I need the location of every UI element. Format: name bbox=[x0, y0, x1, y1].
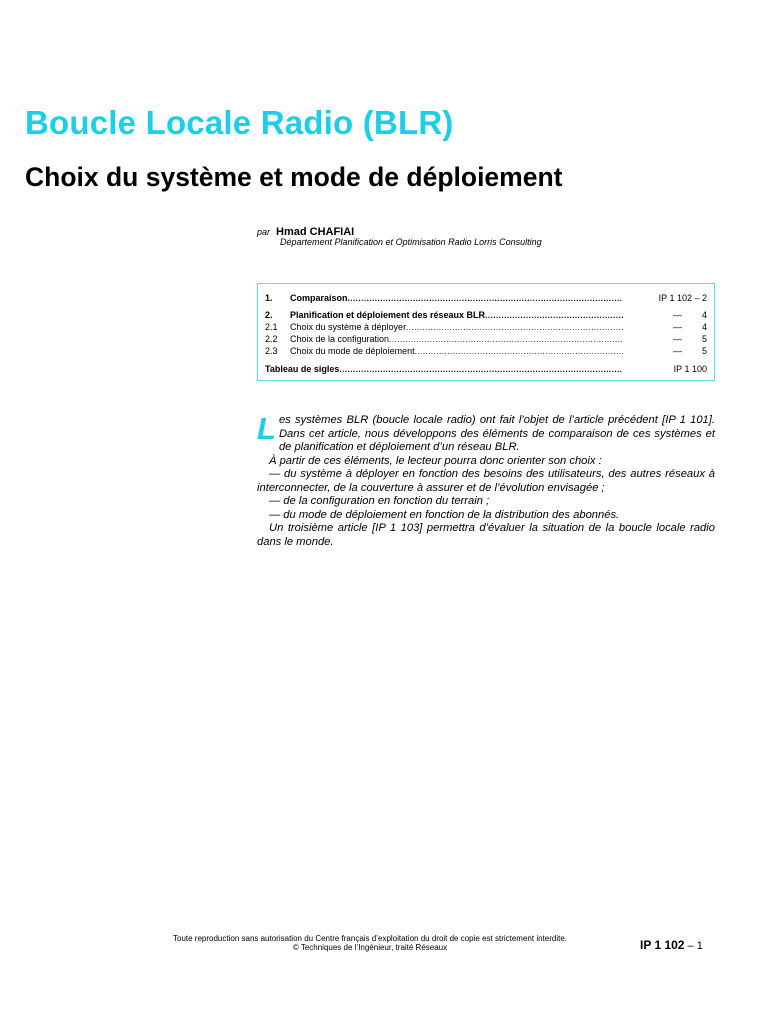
copyright-line: Toute reproduction sans autorisation du Centre français d’exploitation du droit de copie est strictement interdite. bbox=[173, 934, 567, 943]
toc-label: Planification et déploiement des réseaux BLR bbox=[290, 310, 486, 320]
abstract bbox=[257, 411, 715, 549]
abstract-paragraph: À partir de ces éléments, le lecteur pourra donc orienter son choix : bbox=[269, 454, 602, 467]
abstract-text: es systèmes BLR (boucle locale radio) ont fait l’objet de l’article précédent [IP 1 101]. Dans cet article, nous développons des éléments de comparaison de ces systèmes et de planification et déploiement d’un réseau BLR. bbox=[278, 414, 715, 453]
toc-page: — 4 bbox=[672, 322, 707, 332]
toc-entry[interactable] bbox=[265, 321, 707, 333]
document-subtitle: Choix du système et mode de déploiement bbox=[25, 162, 563, 192]
toc-entry[interactable] bbox=[265, 363, 707, 375]
toc-page: IP 1 100 bbox=[673, 364, 707, 374]
author-name: Hmad CHAFIAI bbox=[276, 226, 355, 238]
toc-number: 2.2 bbox=[265, 334, 278, 344]
toc-number: 2.3 bbox=[265, 346, 278, 356]
toc-leader bbox=[415, 346, 623, 358]
toc-label: Comparaison bbox=[290, 293, 348, 303]
author-prefix: par bbox=[257, 227, 271, 237]
toc-number: 2. bbox=[265, 310, 273, 320]
author-affiliation: Département Planification et Optimisation Radio Lorris Consulting bbox=[280, 237, 542, 247]
toc-leader bbox=[348, 293, 623, 305]
page-reference bbox=[640, 938, 703, 952]
abstract-paragraph: — du système à déployer en fonction des besoins des utilisateurs, des autres réseaux à interconnecter, de la couverture à assurer et de l’évolution envisagée ; bbox=[257, 468, 715, 494]
abstract-paragraph: Un troisième article [IP 1 103] permettra d’évaluer la situation de la boucle locale radio dans le monde. bbox=[257, 522, 715, 548]
toc-entry[interactable] bbox=[265, 345, 707, 357]
abstract-paragraph bbox=[257, 411, 715, 455]
document-title: Boucle Locale Radio (BLR) bbox=[25, 104, 454, 141]
toc-label: Choix de la configuration bbox=[290, 334, 390, 344]
toc-entry[interactable] bbox=[265, 292, 707, 304]
toc-label: Choix du système à déployer bbox=[290, 322, 407, 332]
abstract-paragraph: — de la configuration en fonction du terrain ; bbox=[269, 495, 490, 507]
document-code: IP 1 102 bbox=[640, 938, 685, 952]
toc-number: 1. bbox=[265, 293, 273, 303]
toc-label: Tableau de sigles bbox=[265, 364, 340, 374]
toc-leader bbox=[339, 364, 623, 376]
copyright-notice bbox=[130, 934, 610, 952]
toc-page: — 5 bbox=[672, 334, 707, 344]
toc-number: 2.1 bbox=[265, 322, 278, 332]
publisher-line: © Techniques de l’Ingénieur, traité Réseaux bbox=[292, 943, 448, 952]
page-separator: – bbox=[684, 940, 697, 952]
toc-page: IP 1 102 – 2 bbox=[658, 293, 707, 303]
page-number: 1 bbox=[696, 940, 703, 952]
toc-entry[interactable] bbox=[265, 333, 707, 345]
abstract-paragraph: — du mode de déploiement en fonction de la distribution des abonnés. bbox=[269, 508, 620, 521]
toc-label: Choix du mode de déploiement bbox=[290, 346, 415, 356]
toc-page: — 4 bbox=[672, 310, 707, 320]
drop-cap: L bbox=[257, 411, 276, 446]
table-of-contents bbox=[257, 283, 715, 381]
toc-entry[interactable] bbox=[265, 309, 707, 321]
toc-page: — 5 bbox=[672, 346, 707, 356]
